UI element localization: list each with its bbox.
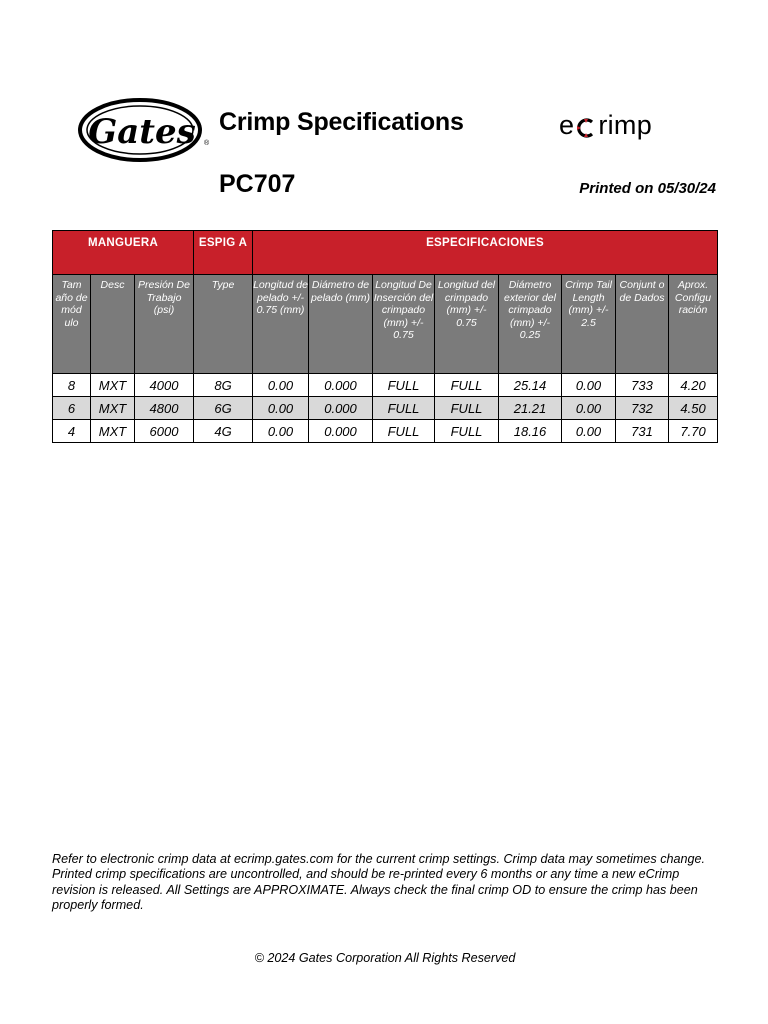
table-cell: 4.20 bbox=[669, 374, 718, 397]
table-cell: FULL bbox=[373, 420, 435, 443]
table-cell: 7.70 bbox=[669, 420, 718, 443]
col-header: Longitud De Inserción del crimpado (mm) +/- 0.75 bbox=[373, 275, 435, 374]
crimp-c-icon bbox=[575, 115, 597, 137]
col-header: Presión De Trabajo (psi) bbox=[135, 275, 194, 374]
col-header: Aprox. Configu ración bbox=[669, 275, 718, 374]
col-header: Diámetro de pelado (mm) bbox=[309, 275, 373, 374]
col-header: Tam año de mód ulo bbox=[53, 275, 91, 374]
table-cell: 4000 bbox=[135, 374, 194, 397]
copyright-footer: © 2024 Gates Corporation All Rights Reserved bbox=[254, 951, 516, 965]
table-cell: 6000 bbox=[135, 420, 194, 443]
table-cell: MXT bbox=[91, 397, 135, 420]
table-cell: 0.00 bbox=[253, 397, 309, 420]
col-header: Desc bbox=[91, 275, 135, 374]
table-row bbox=[53, 420, 718, 443]
table-cell: FULL bbox=[435, 420, 499, 443]
printed-date: Printed on 05/30/24 bbox=[579, 180, 716, 197]
table-cell: 0.00 bbox=[253, 420, 309, 443]
brand-suffix: rimp bbox=[598, 110, 653, 140]
col-header: Crimp Tail Length (mm) +/- 2.5 bbox=[562, 275, 616, 374]
table-cell: 4.50 bbox=[669, 397, 718, 420]
table-cell: 732 bbox=[616, 397, 669, 420]
table-row bbox=[53, 374, 718, 397]
table-cell: 4G bbox=[194, 420, 253, 443]
table-cell: 0.00 bbox=[253, 374, 309, 397]
part-number: PC707 bbox=[219, 170, 296, 198]
table-cell: 731 bbox=[616, 420, 669, 443]
svg-text:®: ® bbox=[204, 140, 210, 147]
table-cell: 21.21 bbox=[499, 397, 562, 420]
page-title: Crimp Specifications bbox=[219, 108, 464, 136]
table-cell: 8 bbox=[53, 374, 91, 397]
table-cell: 0.00 bbox=[562, 420, 616, 443]
table-cell: 25.14 bbox=[499, 374, 562, 397]
table-cell: 8G bbox=[194, 374, 253, 397]
table-cell: FULL bbox=[435, 397, 499, 420]
table-cell: 4800 bbox=[135, 397, 194, 420]
group-manguera: MANGUERA bbox=[53, 231, 194, 275]
table-cell: 0.00 bbox=[562, 397, 616, 420]
table-cell: 6 bbox=[53, 397, 91, 420]
col-header: Longitud del crimpado (mm) +/- 0.75 bbox=[435, 275, 499, 374]
table-cell: 733 bbox=[616, 374, 669, 397]
table-cell: 0.00 bbox=[562, 374, 616, 397]
table-cell: 18.16 bbox=[499, 420, 562, 443]
group-especificaciones: ESPECIFICACIONES bbox=[253, 231, 718, 275]
table-cell: MXT bbox=[91, 420, 135, 443]
disclaimer-note: Refer to electronic crimp data at ecrimp.gates.com for the current crimp settings. Crimp data may sometimes change. Printed crimp specifications are uncontrolled, and should be re-printed every 6 months or any time a new eCrimp revision is released. All Settings are APPROXIMATE. Always check the final crimp OD to ensure the crimp has been properly formed. bbox=[52, 852, 706, 912]
table-cell: 0.000 bbox=[309, 420, 373, 443]
table-cell: 4 bbox=[53, 420, 91, 443]
table-cell: FULL bbox=[373, 397, 435, 420]
crimp-spec-table bbox=[52, 230, 718, 443]
col-header: Conjunt o de Dados bbox=[616, 275, 669, 374]
table-row bbox=[53, 397, 718, 420]
group-espiga: ESPIG A bbox=[194, 231, 253, 275]
table-cell: 0.000 bbox=[309, 374, 373, 397]
col-header: Type bbox=[194, 275, 253, 374]
col-header: Longitud de pelado +/- 0.75 (mm) bbox=[253, 275, 309, 374]
brand-prefix: e bbox=[559, 110, 575, 140]
table-cell: FULL bbox=[435, 374, 499, 397]
ecrimp-brand bbox=[559, 110, 652, 141]
table-cell: MXT bbox=[91, 374, 135, 397]
logo-text: Gates bbox=[88, 112, 196, 152]
col-header: Diámetro exterior del crimpado (mm) +/- 0.25 bbox=[499, 275, 562, 374]
table-cell: 6G bbox=[194, 397, 253, 420]
table-cell: FULL bbox=[373, 374, 435, 397]
table-cell: 0.000 bbox=[309, 397, 373, 420]
gates-logo bbox=[76, 96, 212, 164]
